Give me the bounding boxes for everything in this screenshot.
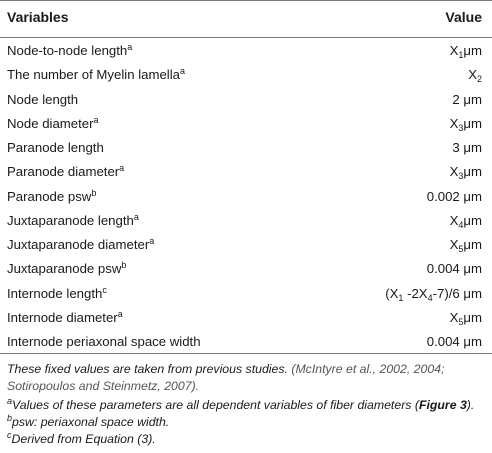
variable-name	[7, 286, 107, 301]
value-subscript: 2	[476, 74, 482, 85]
value-text: -2X	[403, 285, 428, 301]
variable-name	[7, 92, 78, 107]
footnote-b-mark: b	[7, 413, 13, 423]
variable-name-text: Node diameter	[7, 115, 94, 131]
table-row	[0, 256, 492, 280]
variable-name-text: Paranode psw	[7, 188, 92, 204]
value-text: μm	[463, 309, 482, 325]
footnote-marker: a	[119, 163, 125, 174]
footnote-fixed-refs[interactable]: (McIntyre et al., 2002, 2004; Sotiropoulos and Steinmetz, 2007).	[7, 362, 445, 393]
variable-name-text: Juxtaparanode diameter	[7, 237, 150, 252]
variable-value	[427, 189, 482, 204]
footnote-marker: a	[117, 308, 123, 319]
table-row	[0, 159, 492, 183]
value-text: X	[449, 237, 459, 252]
variable-name	[7, 164, 124, 179]
variable-name-text: Juxtaparanode psw	[7, 261, 122, 277]
value-subscript: 4	[458, 219, 464, 230]
value-text: μm	[463, 237, 482, 252]
value-text: X	[449, 212, 459, 228]
variable-name	[7, 116, 99, 131]
table-row	[0, 62, 492, 86]
footnote-c-mark: c	[7, 430, 12, 440]
footnote-marker: b	[91, 187, 97, 198]
footnote-c-text: Derived from Equation (3).	[11, 432, 156, 446]
value-text: μm	[463, 115, 482, 131]
variable-name	[7, 140, 104, 155]
variable-name	[7, 334, 201, 349]
footnote-b-text: psw: periaxonal space width.	[12, 415, 170, 429]
variable-name	[7, 310, 123, 325]
value-subscript: 4	[427, 292, 433, 303]
value-text: μm	[463, 164, 482, 180]
footnote-marker: b	[121, 260, 127, 271]
value-subscript: 1	[398, 292, 404, 303]
footnote-c	[7, 431, 487, 448]
footnote-a-mark: a	[7, 396, 13, 406]
table-row	[0, 281, 492, 305]
bottom-rule	[0, 353, 492, 354]
footnote-marker: a	[127, 42, 133, 52]
table-footnotes	[7, 361, 487, 448]
table-row	[0, 329, 492, 353]
variable-value	[450, 116, 482, 131]
table-row	[0, 184, 492, 208]
variable-value	[450, 43, 482, 58]
variable-value	[450, 237, 482, 252]
value-text: (X	[385, 285, 399, 301]
variable-value	[449, 164, 482, 182]
variable-value	[450, 310, 482, 325]
variable-name-text: Node length	[7, 91, 79, 107]
table-row	[0, 111, 492, 135]
value-subscript: 1	[458, 50, 464, 60]
value-text: 0.004 μm	[426, 334, 482, 349]
variable-value	[452, 92, 482, 107]
value-text: -7)/6 μm	[432, 285, 482, 301]
value-text: 3 μm	[452, 140, 482, 155]
value-text: X	[468, 67, 477, 83]
table-body	[0, 38, 492, 353]
table-row	[0, 135, 492, 159]
footnote-a-text: Values of these parameters are all dependent variables of fiber diameters (	[12, 398, 419, 412]
value-subscript: 5	[458, 244, 464, 254]
variable-value	[468, 67, 482, 85]
table-row	[0, 38, 492, 62]
variable-name	[7, 43, 132, 58]
footnote-marker: a	[133, 211, 139, 222]
variable-value	[452, 140, 482, 155]
value-text: X	[449, 115, 459, 131]
table-row	[0, 305, 492, 329]
value-subscript: 5	[458, 316, 464, 327]
value-text: 0.004 μm	[426, 261, 482, 277]
footnote-marker: a	[179, 66, 185, 77]
value-subscript: 3	[458, 171, 464, 182]
variable-name-text: Internode length	[7, 285, 103, 301]
variable-value	[427, 334, 482, 349]
variable-name-text: Internode periaxonal space width	[7, 334, 201, 349]
value-text: X	[449, 164, 459, 180]
value-text: μm	[463, 212, 482, 228]
table-row	[0, 208, 492, 232]
variable-value	[385, 286, 482, 301]
variable-name-text: Node-to-node length	[7, 43, 128, 58]
variable-name	[7, 67, 185, 82]
value-text: 0.002 μm	[426, 188, 482, 204]
value-subscript: 3	[458, 122, 464, 133]
value-text: μm	[463, 43, 482, 58]
variable-name	[7, 213, 139, 228]
footnote-a-figure-link[interactable]: Figure 3	[418, 398, 467, 412]
footnote-a-end: ).	[466, 398, 475, 412]
header-variables: Variables	[7, 9, 69, 25]
footnote-a	[7, 397, 487, 414]
header-value: Value	[445, 9, 482, 25]
value-text: X	[449, 309, 459, 325]
footnote-b	[7, 414, 487, 431]
table-row	[0, 232, 492, 256]
variable-name-text: Internode diameter	[7, 309, 118, 325]
variable-name-text: Juxtaparanode length	[7, 212, 134, 228]
variable-name	[7, 189, 96, 204]
footnote-marker: a	[93, 114, 99, 125]
variable-name	[7, 261, 126, 276]
variable-name-text: Paranode diameter	[7, 164, 120, 180]
table-header	[0, 0, 492, 37]
variable-value	[427, 261, 482, 276]
footnote-fixed	[7, 361, 487, 395]
variable-name-text: Paranode length	[7, 140, 104, 155]
variable-name	[7, 237, 154, 252]
footnote-marker: c	[102, 284, 107, 295]
value-text: X	[449, 43, 459, 58]
variable-name-text: The number of Myelin lamella	[7, 67, 180, 83]
footnote-marker: a	[149, 236, 155, 246]
variable-value	[450, 213, 482, 228]
table-row	[0, 87, 492, 111]
value-text: 2 μm	[452, 91, 482, 107]
footnote-fixed-text: These fixed values are taken from previous studies.	[7, 362, 288, 376]
